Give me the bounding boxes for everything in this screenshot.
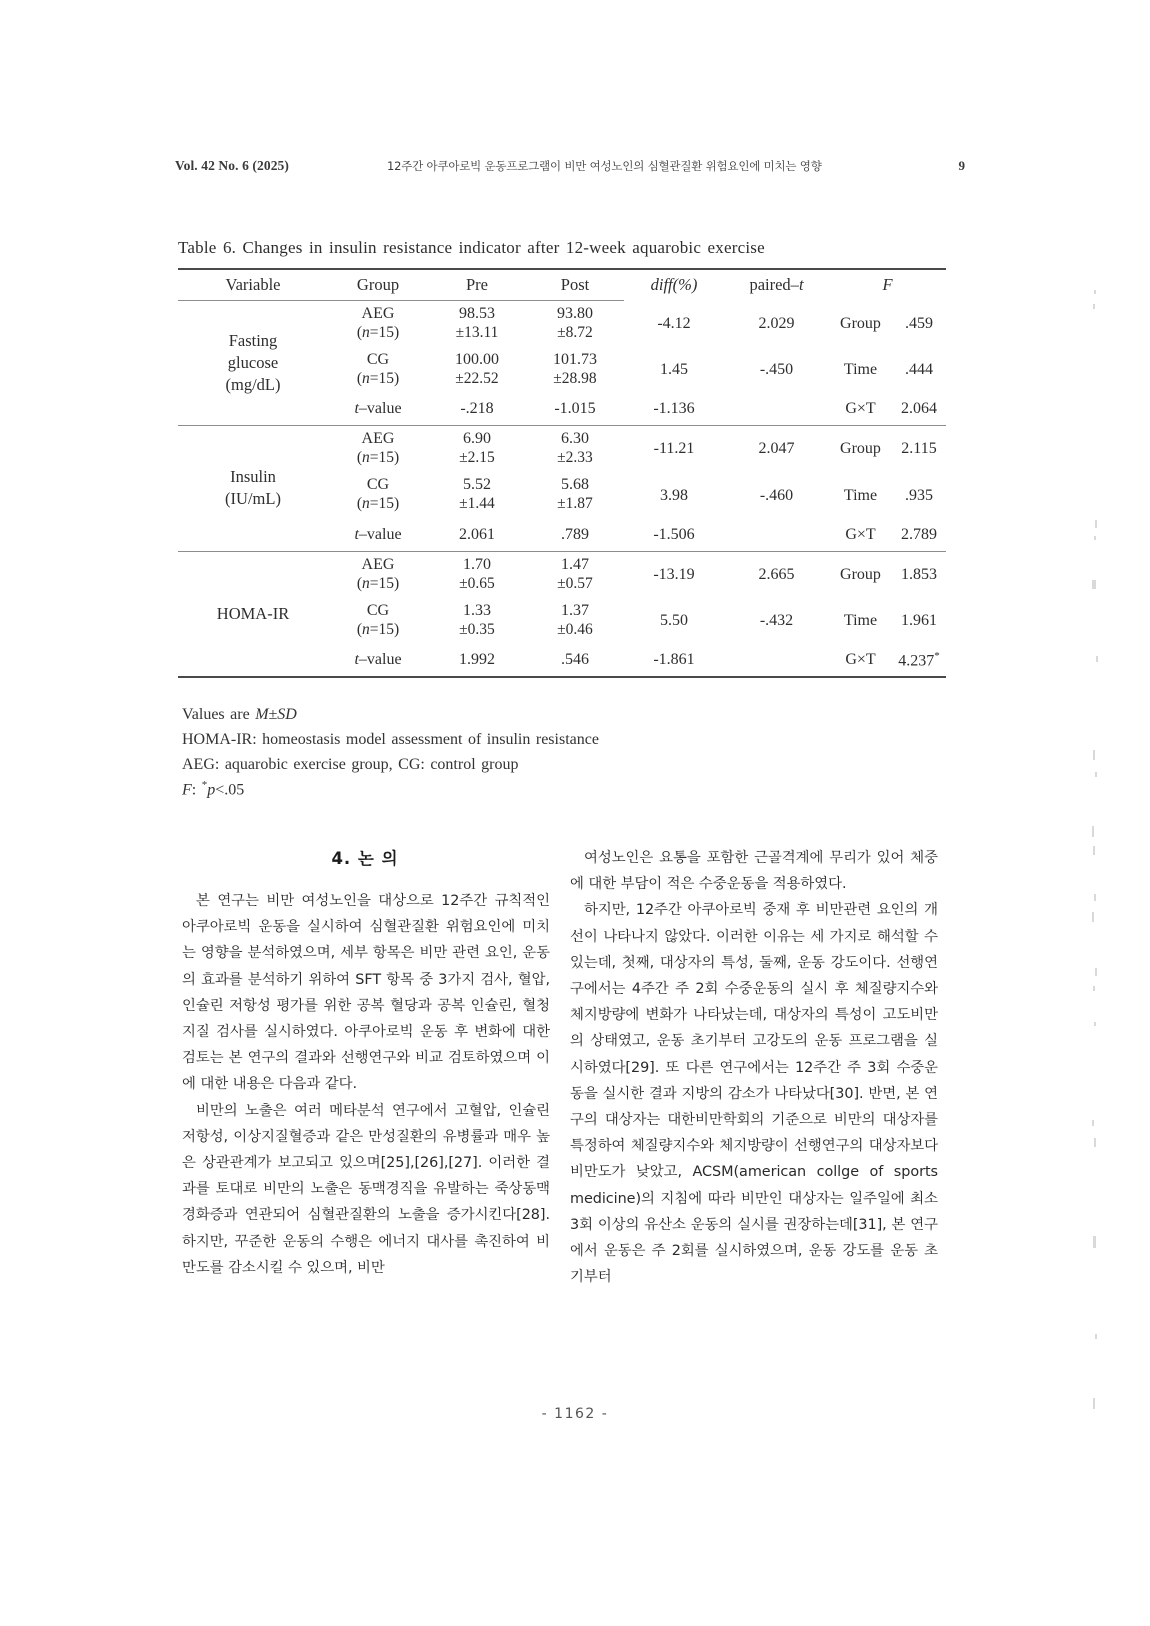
cell-paired-t: [724, 393, 829, 426]
row-variable-label: HOMA-IR: [216, 603, 290, 623]
paragraph: 하지만, 12주간 아쿠아로빅 중재 후 비만관련 요인의 개선이 나타나지 않았다. 이러한 이유는 세 가지로 해석할 수 있는데, 첫째, 대상자의 특성, 둘째, 운동 강도이다. 선행연구에서는 4주간 주 2회 수중운동의 실시 후 체질량지수와 체지방량에 변화가 나타났는데, 대상자의 특성이 고도비만의 상태였고, 운동 초기부터 고강도의 운동 프로그램을 실시하였다[29]. 또 다른 연구에서는 12주간 주 3회 수중운동을 실시한 결과 지방의 감소가 나타났다[30]. 반면, 본 연구의 대상자는 대한비만학회의 기준으로 비만의 대상자를 특정하여 체질량지수와 체지방량이 선행연구의 대상자보다 비만도가 낮았고, ACSM(american collge of sports medicine)의 지침에 따라 비만인 대상자는 일주일에 최소 3회 이상의 유산소 운동의 실시를 권장하는데[31], 본 연구에서 운동은 주 2회를 실시하였으며, 운동 강도를 운동 초기부터: [570, 902, 938, 1286]
cell-diff: -11.21: [653, 440, 695, 458]
table-caption: Table 6. Changes in insulin resistance indicator after 12-week aquarobic exercise: [178, 238, 765, 257]
cell-pre: 1.70 ±0.65: [459, 555, 495, 592]
cell-group-n: (n=15): [356, 370, 400, 388]
body-column-right: [570, 845, 938, 1290]
col-header-paired-t: paired–t: [724, 269, 829, 301]
cell-f-effect: G×T: [845, 525, 876, 543]
cell-post: 5.68 ±1.87: [557, 476, 593, 513]
cell-paired-t: -.432: [759, 611, 794, 629]
cell-post: -1.015: [554, 400, 596, 418]
col-header-pre: Pre: [428, 269, 526, 301]
cell-f-effect: Group: [840, 565, 881, 583]
table-note-line: Values are M±SD: [182, 706, 297, 723]
variable-line: Insulin: [230, 467, 276, 487]
cell-f-effect: G×T: [845, 400, 876, 418]
paragraph: 여성노인은 요통을 포함한 근골격계에 무리가 있어 체중에 대한 부담이 적은 수중운동을 적용하였다.: [570, 850, 938, 893]
cell-tvalue-label: t–value: [354, 650, 402, 668]
cell-f-effect: Time: [843, 486, 878, 504]
col-header-post: Post: [526, 269, 624, 301]
cell-diff: -13.19: [653, 565, 695, 583]
cell-paired-t: -.450: [759, 361, 794, 379]
cell-tvalue-label: t–value: [354, 400, 402, 418]
col-header-group: Group: [328, 269, 428, 301]
cell-diff: -1.136: [653, 400, 695, 418]
body-column-left: [182, 888, 550, 1281]
table-note-line: AEG: aquarobic exercise group, CG: control group: [182, 755, 519, 773]
table-row: [178, 301, 946, 348]
cell-f-value: 2.789: [901, 525, 937, 543]
page-footer: - 1162 -: [541, 1406, 609, 1422]
cell-post: 101.73 ±28.98: [553, 351, 597, 388]
cell-pre: 2.061: [459, 525, 495, 543]
variable-line: (IU/mL): [225, 489, 281, 509]
cell-group: AEG (n=15): [328, 426, 428, 472]
cell-group-n: (n=15): [356, 574, 400, 592]
cell-pre: 98.53 ±13.11: [455, 305, 499, 341]
cell-group: CG (n=15): [328, 598, 428, 644]
table-6: [178, 268, 946, 678]
cell-pre: -.218: [460, 400, 494, 418]
cell-paired-t: 2.047: [758, 440, 795, 458]
variable-line: (mg/dL): [225, 375, 281, 395]
cell-diff: 3.98: [660, 486, 688, 504]
cell-post: 6.30 ±2.33: [557, 430, 593, 467]
paragraph: 비만의 노출은 여러 메타분석 연구에서 고혈압, 인슐린 저항성, 이상지질혈증과 같은 만성질환의 유병률과 매우 높은 상관관계가 보고되고 있으며[25],[26],[27]. 이러한 결과를 토대로 비만의 노출은 동맥경직을 유발하는 죽상동맥경화증과 연관되어 심혈관질환의 노출을 증가시킨다[28]. 하지만, 꾸준한 운동의 수행은 에너지 대사를 촉진하여 비만도를 감소시킬 수 있으며, 비만: [182, 1102, 550, 1276]
cell-f-value-sig: 4.237*: [898, 649, 940, 670]
cell-post: .546: [561, 650, 589, 668]
cell-f-effect: G×T: [845, 650, 876, 668]
cell-tvalue-label: t–value: [354, 525, 402, 543]
cell-f-value: 2.064: [901, 400, 937, 418]
variable-line: Fasting: [228, 330, 278, 350]
paragraph: 본 연구는 비만 여성노인을 대상으로 12주간 규칙적인 아쿠아로빅 운동을 실시하여 심혈관질환 위험요인에 미치는 영향을 분석하였으며, 세부 항목은 비만 관련 요인, 운동의 효과를 분석하기 위하여 SFT 항목 중 3가지 검사, 혈압, 인슐린 저항성 평가를 위한 공복 혈당과 공복 인슐린, 혈청지질 검사를 실시하였다. 아쿠아로빅 운동 후 변화에 대한 검토는 본 연구의 결과와 선행연구와 비교 검토하였으며 이에 대한 내용은 다음과 같다.: [182, 893, 550, 1093]
cell-diff: -1.506: [653, 525, 695, 543]
cell-f-value: .459: [905, 314, 933, 332]
cell-paired-t: 2.029: [758, 314, 795, 332]
row-variable-label: [178, 426, 328, 551]
cell-post: 1.47 ±0.57: [557, 555, 593, 592]
cell-group-n: (n=15): [356, 449, 400, 467]
scan-artifacts: [1090, 280, 1130, 1380]
cell-post: 1.37 ±0.46: [557, 601, 593, 638]
cell-f-value: .935: [905, 486, 933, 504]
cell-group-n: (n=15): [356, 495, 400, 513]
table-header-row: [178, 269, 946, 301]
cell-paired-t: 2.665: [758, 565, 795, 583]
cell-f-effect: Time: [843, 611, 878, 629]
cell-group: AEG (n=15): [328, 301, 428, 348]
cell-f-effect: Time: [843, 361, 878, 379]
cell-pre: 5.52 ±1.44: [459, 476, 495, 513]
cell-post: 93.80 ±8.72: [557, 305, 593, 341]
cell-f-value: 1.961: [901, 611, 937, 629]
row-variable-label: [178, 301, 328, 426]
cell-group: CG (n=15): [328, 472, 428, 518]
cell-pre: 1.33 ±0.35: [459, 601, 495, 638]
col-header-variable: Variable: [178, 269, 328, 301]
variable-line: glucose: [227, 353, 279, 373]
cell-pre: 6.90 ±2.15: [459, 430, 495, 467]
table-notes: [182, 703, 599, 804]
col-header-f: F: [829, 269, 946, 301]
table-row: [178, 426, 946, 472]
cell-group: AEG (n=15): [328, 552, 428, 598]
cell-diff: -1.861: [653, 650, 695, 668]
table-bottom-rule: [178, 677, 946, 678]
cell-pre: 1.992: [459, 650, 495, 668]
cell-f-effect: Group: [840, 314, 881, 332]
significance-star: *: [934, 649, 940, 662]
table-note-line: HOMA-IR: homeostasis model assessment of insulin resistance: [182, 730, 599, 748]
table-row: [178, 552, 946, 598]
running-head-page-number: 9: [958, 158, 965, 173]
cell-paired-t: [724, 644, 829, 677]
cell-paired-t: [724, 519, 829, 552]
cell-f-effect: Group: [840, 440, 881, 458]
cell-diff: -4.12: [657, 314, 691, 332]
cell-group: CG (n=15): [328, 347, 428, 393]
running-head-article-title: 12주간 아쿠아로빅 운동프로그램이 비만 여성노인의 심혈관질환 위험요인에 미치는 영향: [387, 159, 822, 173]
cell-group-n: (n=15): [356, 323, 400, 341]
cell-group-n: (n=15): [356, 620, 400, 638]
running-head-volume: Vol. 42 No. 6 (2025): [175, 158, 290, 173]
col-header-diff: diff(%): [624, 269, 724, 301]
table-note-line: F: *p<.05: [182, 779, 245, 799]
cell-f-value: 2.115: [901, 440, 937, 458]
cell-diff: 1.45: [660, 361, 688, 379]
cell-paired-t: -.460: [759, 486, 794, 504]
cell-f-value: .444: [905, 361, 933, 379]
cell-f-value: 1.853: [901, 565, 937, 583]
cell-diff: 5.50: [660, 611, 688, 629]
running-head: [175, 158, 965, 178]
cell-pre: 100.00 ±22.52: [455, 351, 499, 388]
section-heading-discussion: 4. 논 의: [331, 849, 399, 868]
cell-post: .789: [561, 525, 589, 543]
